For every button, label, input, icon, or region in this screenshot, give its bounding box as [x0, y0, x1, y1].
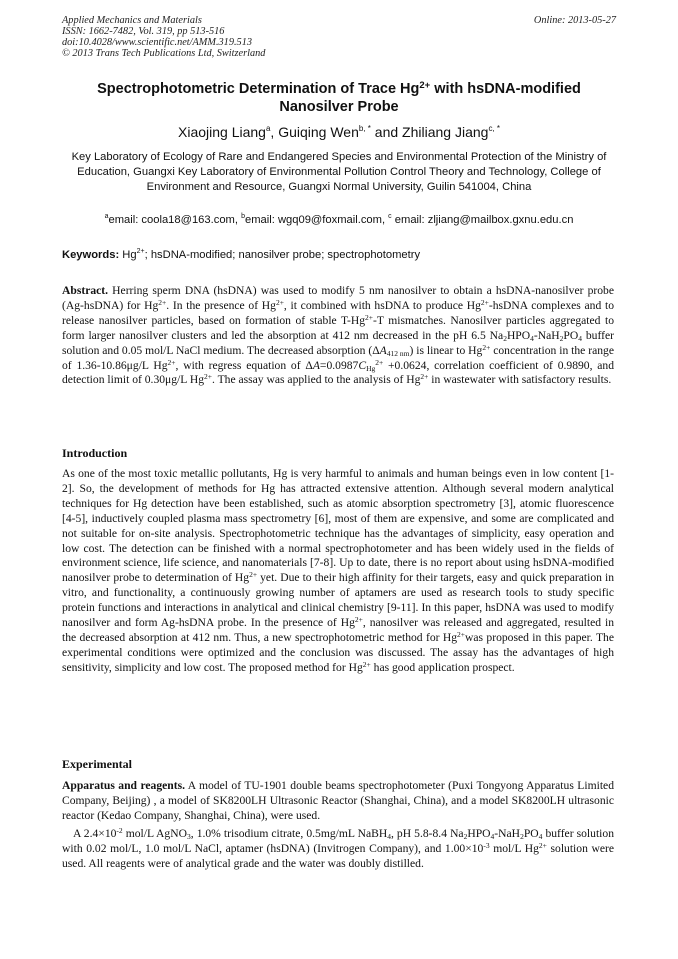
- author-3: and Zhiliang Jiang: [370, 124, 489, 140]
- abstract-label: Abstract.: [62, 284, 109, 297]
- reagents-paragraph: A $2.4\times 10^{-2}$ mol/L AgNO$_3$, 1.0% trisodium citrate, 0.5mg/mL NaBH$_4$, pH 5.8-8.4 $Na_2HPO_4-NaH_2PO_4$ buffer solution with 0.02 mol/L, 1.0 mol/L NaCl, aptamer (hsDNA) (Invitrogen Company), and $1.00\times 10^{-3}$ mol/L $Hg^{2+}$ solution were used. All reagents were of analytical grade and the water was doubly distilled.: [62, 826, 615, 870]
- issn-line: ISSN: 1662-7482, Vol. 319, pp 513-516: [62, 26, 225, 37]
- email-a[interactable]: email: coola18@163.com,: [108, 214, 242, 226]
- experimental-heading: Experimental: [62, 757, 132, 771]
- affiliation: Key Laboratory of Ecology of Rare and Endangered Species and Environmental Protection of the Ministry of Education, Guangxi Key Laboratory of Environmental Pollution Control Theory and Technology, College of Environment and Resource, Guangxi Normal University, Guilin 541004, China: [71, 151, 607, 193]
- email-b[interactable]: email: wgq09@foxmail.com,: [245, 214, 389, 226]
- author-list: Xiaojing Liang$^a$, Guiqing Wen$^{b, *}$ and Zhiliang Jiang$^{c, *}$: [178, 124, 500, 140]
- paper-title: Spectrophotometric Determination of Trace $Hg^{2+}$ with hsDNA-modified Nanosilver Probe: [97, 80, 581, 115]
- copyright-line: © 2013 Trans Tech Publications Ltd, Switzerland: [62, 48, 266, 59]
- introduction-text: As one of the most toxic metallic pollutants, Hg is very harmful to animals and human beings even in low content [1-2]. So, the development of methods for Hg has attracted extensive attention. Although several modern analytical techniques for Hg detection have been established, such as atomic absorption spectrometry [3], atomic fluorescence [4-5], inductively coupled plasma mass spectrometry [6], most of them are expensive, and some are complicated and not suitable for on-site analysis. Spectrophotometric technique has the advantages of simplicity, easy operation and low cost. The detection can be finished with a normal spectrophotometer and has been widely used in the fields of environment science, life science, and nanomaterials [7-8]. Up to date, there is no report about using hsDNA-modified nanosilver probe to determination of $Hg^{2+}$ yet. Due to their high affinity for their targets, easy and quick preparation in vitro, and functionality, a continuously growing number of aptamers are used as research tools to study specific protein functions and interactions in analytical and clinical chemistry [9-11]. In this paper, hsDNA was used to modify nanosilver and form Ag-hsDNA probe. In the presence of $Hg^{2+}$, nanosilver was released and aggregated, resulted in the decreased absorption at 412 nm. Thus, a new spectrophotometric method for $Hg^{2+}was$ proposed in this paper. The experimental conditions were optimized and the conclusion was discussed. The assay has the advantages of high sensitivity, simplicity and low cost. The proposed method for $Hg^{2+}$ has good application prospect.: [62, 467, 615, 674]
- email-c[interactable]: email: zljiang@mailbox.gxnu.edu.cn: [391, 214, 574, 226]
- abstract: Abstract. Herring sperm DNA (hsDNA) was used to modify 5 nm nanosilver to obtain a hsDNA-nanosilver probe (Ag-hsDNA) for $Hg^{2+}$. In the presence of $Hg^{2+}$, it combined with hsDNA to produce $Hg^{2+}$-hsDNA complexes and to release nanosilver particles, based on formation of stable $T-Hg^{2+}-T$ mismatches. Nanosilver particles aggregated to form larger nanosilver clusters and led the absorption at 412 nm decreased in the pH 6.5 $Na_2HPO_4-NaH_2PO_4$ buffer solution and 0.05 mol/L NaCl medium. The decreased absorption $(\Delta A_{412 nm})$ is linear to $Hg^{2+}$ concentration in the range of 1.36-10.86μg/L $Hg^{2+}$, with regress equation of $\Delta A=0.0987C_{Hg}^{2+} +0.0624$, correlation coefficient of 0.9890, and detection limit of 0.30μg/L $Hg^{2+}$. The assay was applied to the analysis of $Hg^{2+}$ in wastewater with satisfactory results.: [62, 284, 615, 387]
- apparatus-paragraph: Apparatus and reagents. A model of TU-1901 double beams spectrophotometer (Puxi Tongyong Apparatus Limited Company, Beijing) , a model of SK8200LH Ultrasonic Reactor (Shanghai, China), and a model SK8200LH ultrasonic reactor (Kedao Company, Shanghai, China), were used.: [62, 779, 614, 822]
- author-1: Xiaojing Liang: [178, 124, 266, 140]
- introduction-heading: Introduction: [62, 446, 128, 460]
- journal-name: Applied Mechanics and Materials: [62, 15, 202, 26]
- apparatus-label: Apparatus and reagents.: [62, 779, 185, 792]
- online-date: Online: 2013-05-27: [533, 15, 616, 26]
- author-2: , Guiqing Wen: [270, 124, 359, 140]
- journal-header: [62, 15, 265, 59]
- author-emails: $^a$email: coola18@163.com, $^b$email: wgq09@foxmail.com, $^c$ email: zljiang@mailbox.gxnu.edu.cn: [104, 213, 574, 226]
- doi-line[interactable]: doi:10.4028/www.scientific.net/AMM.319.513: [62, 37, 252, 48]
- keywords-label: Keywords:: [62, 249, 120, 261]
- keywords: Keywords: $Hg^{2+}$; hsDNA-modified; nanosilver probe; spectrophotometry: [62, 248, 421, 261]
